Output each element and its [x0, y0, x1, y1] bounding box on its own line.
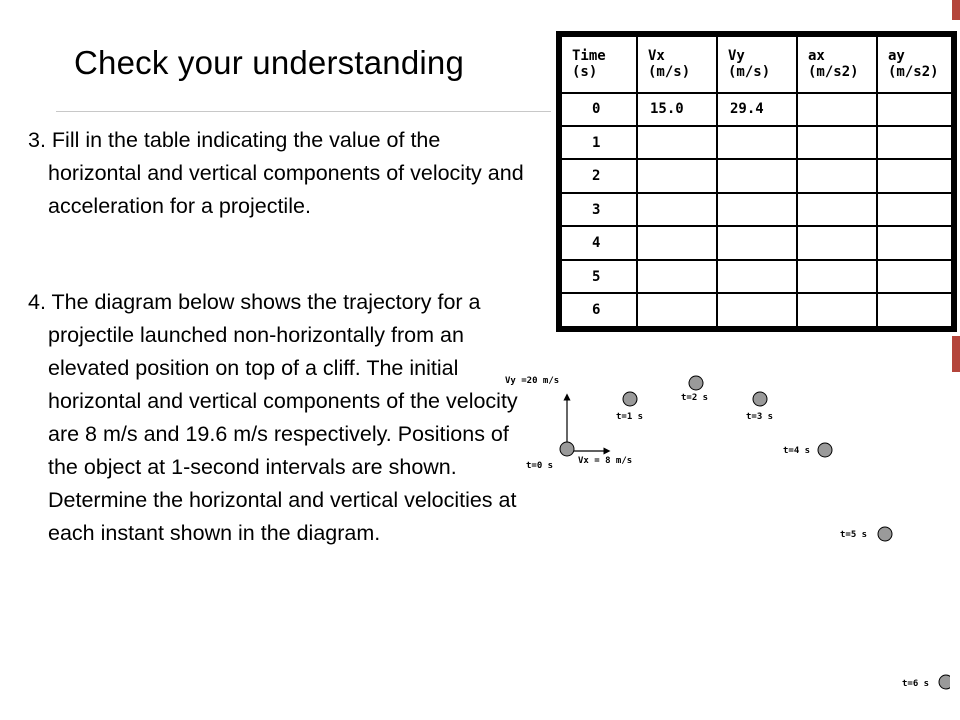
title-divider: [56, 111, 551, 112]
table-row: [561, 226, 952, 259]
table-cell[interactable]: [717, 226, 797, 259]
time-label-t1: t=1 s: [616, 412, 644, 422]
table-cell[interactable]: [877, 159, 952, 192]
table-cell[interactable]: [797, 126, 877, 159]
table-cell[interactable]: [877, 193, 952, 226]
vy-label: Vy =20 m/s: [505, 376, 560, 386]
table-cell[interactable]: [877, 260, 952, 293]
projectile-position-t3: [753, 392, 767, 406]
table-cell[interactable]: [877, 126, 952, 159]
table-cell[interactable]: [877, 293, 952, 327]
trajectory-diagram: [500, 360, 950, 700]
velocity-acceleration-table: [560, 35, 953, 328]
table-cell[interactable]: 0: [561, 93, 637, 126]
table-cell[interactable]: 5: [561, 260, 637, 293]
table-cell[interactable]: [797, 260, 877, 293]
table-cell[interactable]: 2: [561, 159, 637, 192]
table-cell[interactable]: [717, 159, 797, 192]
time-label-t3: t=3 s: [746, 412, 774, 422]
question-4-text: 4. The diagram below shows the trajectory for a projectile launched non-horizontally from an elevated position on top of a cliff. The initial horizontal and vertical components of the velocity are 8 m/s and 19.6 m/s respectively. Positions of the object at 1-second intervals are shown. Determine the horizontal and vertical velocities at each instant shown in the diagram.: [28, 290, 518, 545]
projectile-position-t4: [818, 443, 832, 457]
table-header-row: [561, 36, 952, 93]
table-cell[interactable]: [717, 260, 797, 293]
table-cell[interactable]: [637, 293, 717, 327]
header-ay: ay (m/s2): [877, 36, 952, 93]
time-label-t0: t=0 s: [526, 461, 554, 471]
table-cell[interactable]: [637, 193, 717, 226]
vx-label: Vx = 8 m/s: [578, 456, 633, 466]
table-row: [561, 126, 952, 159]
table-row: [561, 159, 952, 192]
table-cell[interactable]: 15.0: [637, 93, 717, 126]
table-cell[interactable]: 29.4: [717, 93, 797, 126]
table-cell[interactable]: [797, 159, 877, 192]
table-row: [561, 260, 952, 293]
table-row: [561, 293, 952, 327]
header-vx: Vx (m/s): [637, 36, 717, 93]
time-label-t5: t=5 s: [840, 530, 868, 540]
projectile-position-t1: [623, 392, 637, 406]
projectile-position-t0: [560, 442, 574, 456]
slide-title: Check your understanding: [74, 44, 465, 81]
table-cell[interactable]: [877, 93, 952, 126]
table-cell[interactable]: 3: [561, 193, 637, 226]
table-cell[interactable]: [637, 126, 717, 159]
table-cell[interactable]: [797, 293, 877, 327]
table-cell[interactable]: 6: [561, 293, 637, 327]
question-3-text: 3. Fill in the table indicating the value of the horizontal and vertical components of velocity and acceleration for a projectile.: [28, 128, 524, 218]
table-row: [561, 193, 952, 226]
table-row: [561, 93, 952, 126]
table-cell[interactable]: [717, 193, 797, 226]
table-cell[interactable]: [797, 226, 877, 259]
projectile-position-t6: [939, 675, 950, 689]
time-label-t6: t=6 s: [902, 679, 930, 689]
table-cell[interactable]: [637, 260, 717, 293]
time-label-t2: t=2 s: [681, 393, 709, 403]
table-cell[interactable]: 1: [561, 126, 637, 159]
table-cell[interactable]: [877, 226, 952, 259]
table-cell[interactable]: [797, 193, 877, 226]
velocity-table-frame: [556, 31, 957, 332]
projectile-position-t2: [689, 376, 703, 390]
table-cell[interactable]: 4: [561, 226, 637, 259]
header-ax: ax (m/s2): [797, 36, 877, 93]
table-cell[interactable]: [637, 226, 717, 259]
table-cell[interactable]: [797, 93, 877, 126]
projectile-position-t5: [878, 527, 892, 541]
table-cell[interactable]: [717, 126, 797, 159]
table-cell[interactable]: [637, 159, 717, 192]
header-vy: Vy (m/s): [717, 36, 797, 93]
header-time: Time (s): [561, 36, 637, 93]
accent-bar-top: [952, 0, 960, 20]
accent-bar-middle: [952, 336, 960, 372]
time-label-t4: t=4 s: [783, 446, 811, 456]
table-cell[interactable]: [717, 293, 797, 327]
